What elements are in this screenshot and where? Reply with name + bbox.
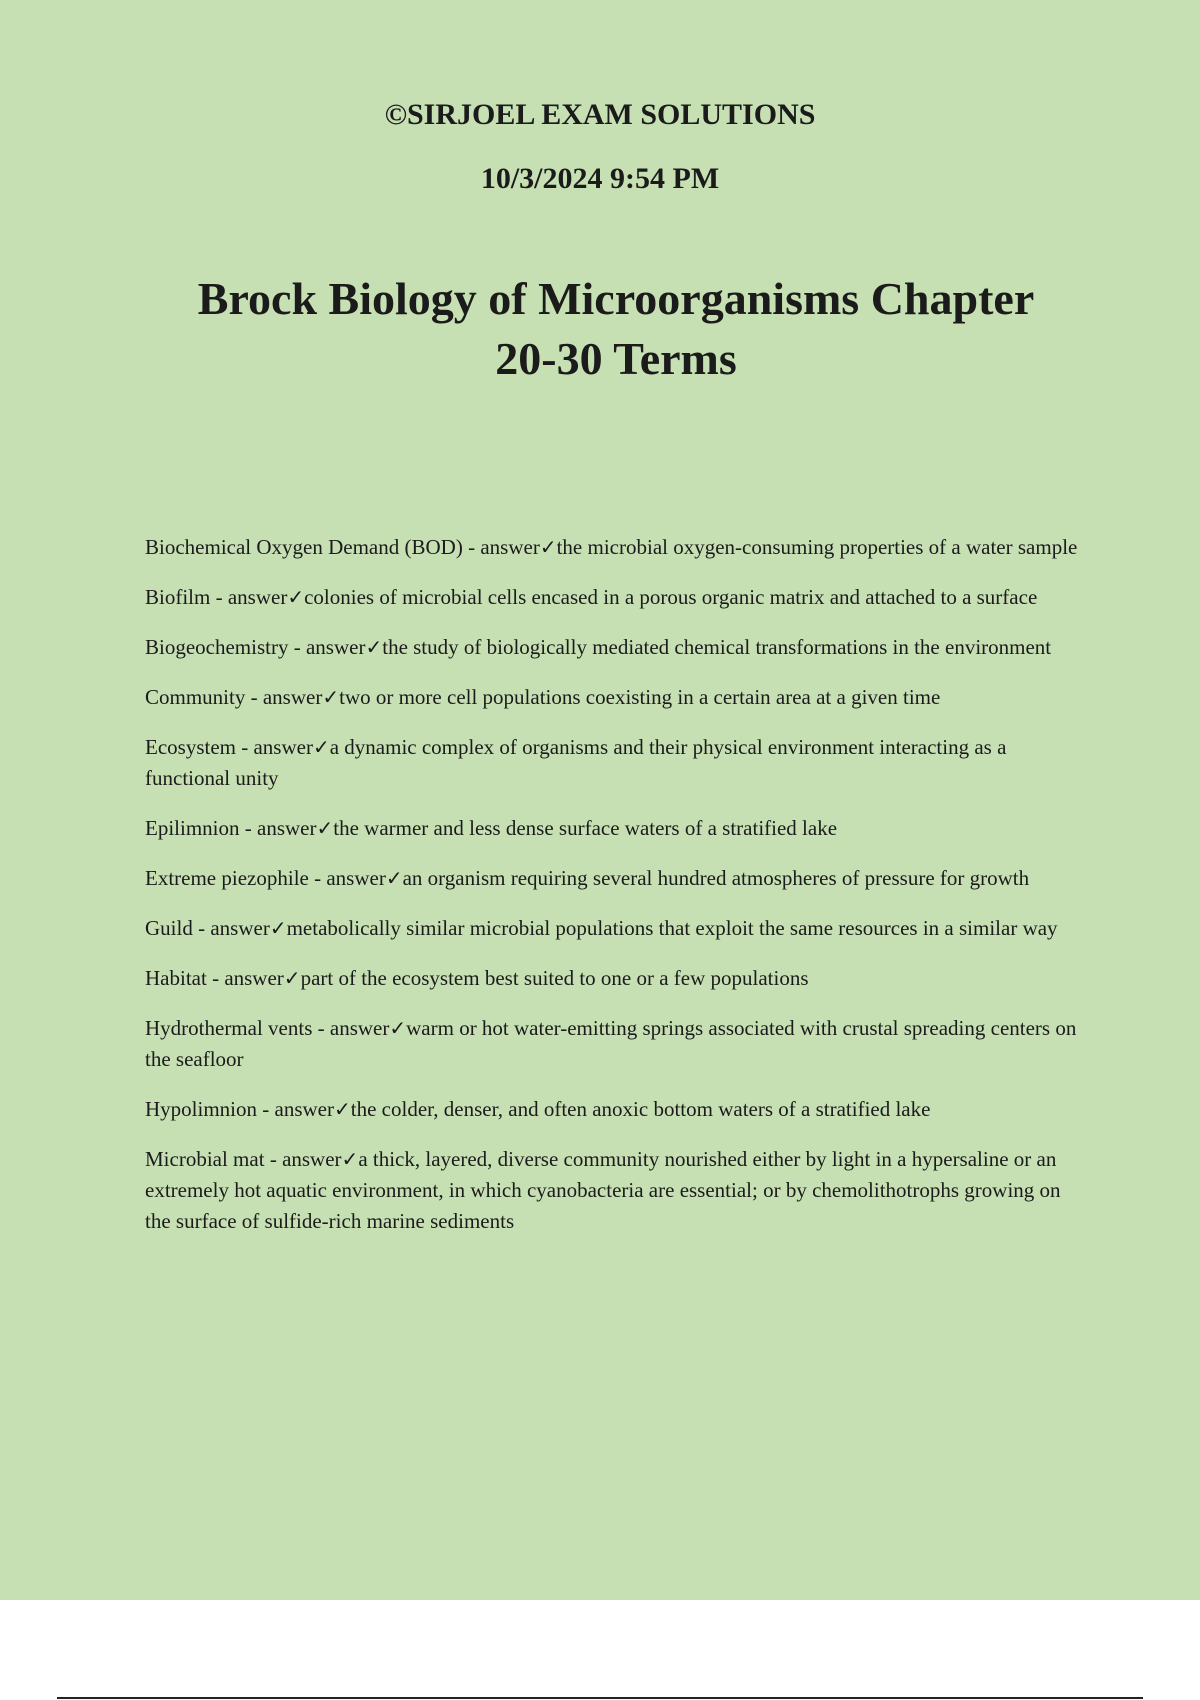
answer-label: answer <box>224 966 284 990</box>
checkmark-icon: ✓ <box>322 685 340 709</box>
checkmark-icon: ✓ <box>341 1147 359 1171</box>
term-definition: an organism requiring several hundred atmospheres of pressure for growth <box>402 866 1030 890</box>
timestamp: 10/3/2024 9:54 PM <box>480 162 720 195</box>
term-definition: the colder, denser, and often anoxic bottom waters of a stratified lake <box>350 1097 931 1121</box>
term-name: Biofilm <box>145 585 211 609</box>
term-item: Community - answer✓two or more cell populations coexisting in a certain area at a given time <box>145 685 941 709</box>
term-item: Epilimnion - answer✓the warmer and less dense surface waters of a stratified lake <box>145 816 838 840</box>
term-definition: the warmer and less dense surface waters of a stratified lake <box>333 816 838 840</box>
term-definition: the study of biologically mediated chemical transformations in the environment <box>382 635 1052 659</box>
term-definition: a thick, layered, diverse community nourished either by light in a hypersaline or an extremely hot aquatic environment, in which cyanobacteria are essential; or by chemolithotrophs growing on the surface of sulfide-rich marine sediments <box>145 1147 1061 1233</box>
checkmark-icon: ✓ <box>283 966 301 990</box>
answer-label: answer <box>257 816 317 840</box>
term-name: Hypolimnion <box>145 1097 258 1121</box>
checkmark-icon: ✓ <box>334 1097 351 1121</box>
term-name: Biogeochemistry <box>145 635 289 659</box>
answer-label: answer <box>210 916 270 940</box>
term-name: Guild <box>145 916 193 940</box>
checkmark-icon: ✓ <box>316 816 334 840</box>
terms-list <box>145 532 1090 1256</box>
checkmark-icon: ✓ <box>389 1016 407 1040</box>
checkmark-icon: ✓ <box>312 735 330 759</box>
term-name: Extreme piezophile <box>145 866 309 890</box>
term-definition: metabolically similar microbial populations that exploit the same resources in a similar way <box>286 916 1058 940</box>
answer-label: answer <box>305 635 366 659</box>
term-item: Biofilm - answer✓colonies of microbial cells encased in a porous organic matrix and attached to a surface <box>145 585 1038 609</box>
term-item: Ecosystem - answer✓a dynamic complex of organisms and their physical environment interacting as a functional unity <box>145 735 1007 790</box>
term-item: Hypolimnion - answer✓the colder, denser, and often anoxic bottom waters of a stratified lake <box>145 1097 931 1121</box>
answer-label: answer <box>274 1097 334 1121</box>
page-title <box>0 269 1200 389</box>
answer-label: answer <box>282 1147 342 1171</box>
term-item: Biochemical Oxygen Demand (BOD) - answer✓the microbial oxygen-consuming properties of a water sample <box>145 535 1078 559</box>
answer-label: answer <box>253 735 313 759</box>
term-item: Hydrothermal vents - answer✓warm or hot water-emitting springs associated with crustal spreading centers on the seafloor <box>145 1016 1077 1071</box>
answer-label: answer <box>227 585 288 609</box>
answer-label: answer <box>326 866 386 890</box>
footer-divider <box>57 1697 1143 1699</box>
answer-label: answer <box>480 535 540 559</box>
term-name: Habitat <box>145 966 207 990</box>
term-name: Community <box>145 685 246 709</box>
checkmark-icon: ✓ <box>365 635 383 659</box>
answer-label: answer <box>329 1016 390 1040</box>
brand-header: ©SIRJOEL EXAM SOLUTIONS <box>384 98 816 131</box>
checkmark-icon: ✓ <box>539 535 557 559</box>
term-definition: part of the ecosystem best suited to one or a few populations <box>300 966 809 990</box>
term-item: Extreme piezophile - answer✓an organism requiring several hundred atmospheres of pressure for growth <box>145 866 1030 890</box>
term-item: Microbial mat - answer✓a thick, layered, diverse community nourished either by light in a hypersaline or an extremely hot aquatic environment, in which cyanobacteria are essential; or by chemolithotrophs growing on the surface of sulfide-rich marine sediments <box>145 1147 1061 1233</box>
term-item: Biogeochemistry - answer✓the study of biologically mediated chemical transformations in the environment <box>145 635 1052 659</box>
term-definition: warm or hot water-emitting springs associated with crustal spreading centers on the seafloor <box>145 1016 1077 1071</box>
term-name: Biochemical Oxygen Demand (BOD) <box>145 535 463 559</box>
term-name: Microbial mat <box>145 1147 265 1171</box>
term-item: Habitat - answer✓part of the ecosystem best suited to one or a few populations <box>145 966 809 990</box>
term-name: Ecosystem <box>145 735 236 759</box>
checkmark-icon: ✓ <box>385 866 403 890</box>
page-title-line-1: Brock Biology of Microorganisms Chapter <box>197 273 1035 324</box>
checkmark-icon: ✓ <box>287 585 305 609</box>
term-definition: colonies of microbial cells encased in a porous organic matrix and attached to a surface <box>304 585 1038 609</box>
term-definition: a dynamic complex of organisms and their physical environment interacting as a functional unity <box>145 735 1007 790</box>
term-name: Epilimnion <box>145 816 240 840</box>
term-definition: two or more cell populations coexisting in a certain area at a given time <box>339 685 941 709</box>
checkmark-icon: ✓ <box>269 916 287 940</box>
page-title-line-2: 20-30 Terms <box>495 333 737 384</box>
answer-label: answer <box>262 685 323 709</box>
term-name: Hydrothermal vents <box>145 1016 313 1040</box>
term-definition: the microbial oxygen-consuming properties of a water sample <box>556 535 1078 559</box>
term-item: Guild - answer✓metabolically similar microbial populations that exploit the same resources in a similar way <box>145 916 1058 940</box>
